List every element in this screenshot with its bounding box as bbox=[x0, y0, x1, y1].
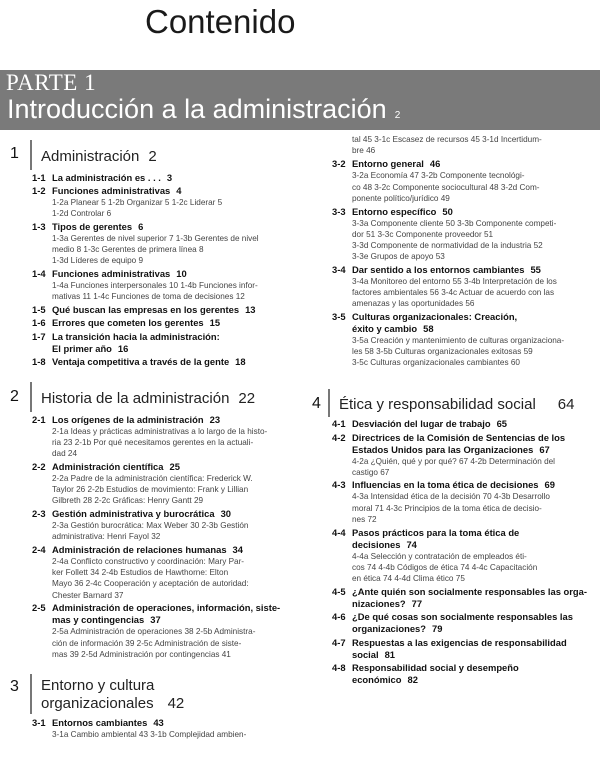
section-number: 3-4 bbox=[332, 263, 346, 275]
chapter-divider bbox=[30, 382, 32, 412]
chapter-title-line bbox=[41, 390, 255, 408]
section-title: Administración de relaciones humanas bbox=[52, 544, 227, 556]
chapter-page: 2 bbox=[148, 148, 157, 165]
section-title: Entorno general bbox=[352, 158, 424, 170]
part-title-line bbox=[7, 93, 400, 132]
section-title: Directrices de la Comisión de Sentencias de los Estados Unidos para las Organizaciones bbox=[352, 431, 566, 455]
section-number: 3-2 bbox=[332, 158, 346, 170]
section-number: 2-5 bbox=[32, 602, 46, 614]
section-title: Culturas organizacionales: Creación, éxito y cambio bbox=[352, 310, 518, 334]
section-subtopics: 3-1a Cambio ambiental 43 3-1b Complejidad ambien- bbox=[52, 729, 247, 739]
section-title: Los orígenes de la administración bbox=[52, 413, 204, 425]
section-title: La transición hacia la administración: El primer año bbox=[52, 330, 220, 354]
section-title-line bbox=[52, 331, 285, 355]
section-title-line bbox=[352, 264, 597, 276]
section-number: 2-1 bbox=[32, 413, 46, 425]
section-page: 58 bbox=[423, 322, 434, 334]
toc-section bbox=[32, 304, 285, 316]
chapter-1-sections bbox=[32, 172, 285, 369]
part-page: 2 bbox=[394, 110, 401, 121]
toc-section bbox=[332, 158, 597, 204]
chapter-4-sections bbox=[332, 418, 597, 686]
toc-section bbox=[332, 611, 597, 635]
chapter-title: Administración bbox=[41, 148, 140, 165]
chapter-divider bbox=[328, 389, 330, 417]
section-page: 30 bbox=[220, 508, 231, 520]
section-page: 6 bbox=[138, 220, 144, 232]
chapter-page: 22 bbox=[238, 390, 256, 408]
toc-section bbox=[32, 317, 285, 329]
section-subtopics: 1-2a Planear 5 1-2b Organizar 5 1-2c Liderar 5 1-2d Controlar 6 bbox=[52, 198, 223, 219]
section-number: 2-3 bbox=[32, 508, 46, 520]
section-title: Pasos prácticos para la toma ética de decisiones bbox=[352, 526, 520, 550]
right-column bbox=[312, 134, 597, 686]
part-title: Introducción a la administración bbox=[7, 94, 387, 124]
section-title-line bbox=[52, 508, 285, 520]
section-title-line bbox=[352, 158, 597, 170]
section-number: 4-8 bbox=[332, 662, 346, 674]
section-title: Influencias en la toma ética de decisiones bbox=[352, 479, 539, 491]
chapter-number: 4 bbox=[312, 394, 321, 412]
section-page: 10 bbox=[176, 268, 187, 280]
section-title: Tipos de gerentes bbox=[52, 220, 133, 232]
section-number: 1-2 bbox=[32, 185, 46, 196]
chapter-2-sections bbox=[32, 414, 285, 660]
section-title-line bbox=[52, 544, 285, 556]
toc-section bbox=[32, 461, 285, 507]
left-column bbox=[10, 140, 285, 740]
section-number: 3-5 bbox=[332, 310, 346, 322]
chapter-2-heading bbox=[10, 382, 285, 412]
section-page: 46 bbox=[429, 158, 441, 170]
section-title-line bbox=[52, 172, 285, 184]
toc-section bbox=[32, 185, 285, 219]
section-number: 1-1 bbox=[32, 171, 46, 183]
chapter-divider bbox=[30, 674, 32, 714]
section-title: Errores que cometen los gerentes bbox=[52, 317, 204, 329]
chapter-page: 64 bbox=[557, 395, 575, 413]
section-subtopics: 2-5a Administración de operaciones 38 2-5b Administra- ción de información 39 2-5c Administración de siste- mas 39 2-5d Administración por contingencias 41 bbox=[52, 627, 256, 659]
section-page: 77 bbox=[411, 597, 423, 609]
toc-section bbox=[32, 221, 285, 267]
section-number: 1-4 bbox=[32, 268, 46, 280]
chapter-title: Entorno y cultura organizacionales bbox=[41, 676, 155, 712]
chapter-3-heading bbox=[10, 674, 285, 714]
section-page: 55 bbox=[530, 263, 541, 275]
toc-section bbox=[32, 268, 285, 302]
section-title-line bbox=[352, 418, 597, 430]
page-heading: Contenido bbox=[145, 3, 296, 40]
toc-section bbox=[32, 602, 285, 660]
section-page: 82 bbox=[407, 674, 418, 686]
toc-section bbox=[32, 356, 285, 368]
section-title-line bbox=[352, 479, 597, 491]
section-continuation: tal 45 3-1c Escasez de recursos 45 3-1d Incertidum- bre 46 bbox=[352, 135, 542, 156]
chapter-title-line bbox=[41, 148, 157, 166]
section-number: 4-3 bbox=[332, 479, 346, 491]
chapter-divider bbox=[30, 140, 32, 170]
section-page: 18 bbox=[235, 356, 246, 368]
chapter-number: 2 bbox=[10, 388, 19, 406]
section-number: 1-8 bbox=[32, 356, 46, 368]
section-subtopics: 3-4a Monitoreo del entorno 55 3-4b Interpretación de los factores ambientales 56 3-4c Actuar de acuerdo con las amenazas y las oportunidades 56 bbox=[352, 276, 557, 309]
toc-section bbox=[332, 637, 597, 661]
section-number: 1-7 bbox=[32, 330, 46, 342]
section-subtopics: 4-2a ¿Quién, qué y por qué? 67 4-2b Determinación del castigo 67 bbox=[352, 456, 555, 477]
section-page: 25 bbox=[169, 461, 180, 473]
section-page: 74 bbox=[406, 538, 417, 550]
section-title: La administración es . . . bbox=[52, 171, 161, 183]
section-title-line bbox=[52, 317, 285, 329]
section-title: Funciones administrativas bbox=[52, 185, 171, 196]
section-title-line bbox=[352, 586, 597, 610]
section-title: Responsabilidad social y desempeño económico bbox=[352, 662, 519, 686]
section-number: 4-6 bbox=[332, 611, 346, 623]
section-title: Administración de operaciones, información, siste- mas y contingencias bbox=[52, 602, 281, 626]
section-number: 3-3 bbox=[332, 205, 346, 217]
section-subtopics: 4-4a Selección y contratación de empleados éti- cos 74 4-4b Códigos de ética 74 4-4c Capacitación en ética 74 4-4d Clima ético 75 bbox=[352, 551, 538, 583]
section-page: 16 bbox=[117, 342, 129, 354]
chapter-number: 1 bbox=[10, 145, 19, 162]
section-title-line bbox=[52, 717, 285, 729]
section-number: 1-5 bbox=[32, 303, 46, 315]
section-title: Entornos cambiantes bbox=[52, 716, 148, 728]
section-number: 2-2 bbox=[32, 461, 46, 473]
chapter-title: Historia de la administración bbox=[41, 390, 230, 408]
toc-section bbox=[32, 172, 285, 184]
section-title: Qué buscan las empresas en los gerentes bbox=[52, 303, 240, 315]
toc-section bbox=[332, 432, 597, 478]
section-subtopics: 2-4a Conflicto constructivo y coordinación: Mary Par- ker Follett 34 2-4b Estudios de Hawthorne: Elton Mayo 36 2-4c Cooperación y aceptación de autoridad: Chester Barnard 37 bbox=[52, 557, 249, 600]
section-title-line bbox=[352, 662, 597, 686]
chapter-4-heading bbox=[312, 389, 597, 417]
section-page: 65 bbox=[496, 418, 508, 430]
section-number: 1-6 bbox=[32, 317, 46, 329]
chapter-title-line bbox=[41, 677, 281, 713]
section-subtopics: 2-2a Padre de la administración científica: Frederick W. Taylor 26 2-2b Estudios de movimiento: Frank y Lillian Gilbreth 28 2-2c Gráficas: Henry Gantt 29 bbox=[52, 474, 253, 506]
section-subtopics: 1-3a Gerentes de nivel superior 7 1-3b Gerentes de nivel medio 8 1-3c Gerentes de primera línea 8 1-3d Líderes de equipo 9 bbox=[52, 233, 259, 266]
section-page: 23 bbox=[209, 413, 221, 425]
toc-section bbox=[332, 206, 597, 263]
section-title-line bbox=[52, 356, 285, 368]
section-number: 4-1 bbox=[332, 418, 346, 430]
section-title: Gestión administrativa y burocrática bbox=[52, 508, 215, 520]
toc-section bbox=[332, 662, 597, 686]
section-title-line bbox=[352, 432, 597, 456]
chapter-3-sections-continued bbox=[332, 158, 597, 368]
chapter-number: 3 bbox=[10, 677, 19, 695]
section-title-line bbox=[52, 602, 285, 626]
toc-section bbox=[32, 508, 285, 542]
toc-section bbox=[32, 717, 285, 740]
section-title-line bbox=[352, 637, 597, 661]
section-subtopics: 3-5a Creación y mantenimiento de culturas organizaciona- les 58 3-5b Culturas organizacionales exitosas 59 3-5c Culturas organizacionales cambiantes 60 bbox=[352, 335, 565, 368]
section-title: Funciones administrativas bbox=[52, 268, 171, 280]
section-number: 2-4 bbox=[32, 544, 46, 556]
section-subtopics: 4-3a Intensidad ética de la decisión 70 4-3b Desarrollo moral 71 4-3c Principios de la toma ética de decisio- nes 72 bbox=[352, 492, 550, 524]
section-subtopics: 3-3a Componente cliente 50 3-3b Componente competi- dor 51 3-3c Componente proveedor 51 3-3d Componente de normatividad de la industria 52 3-3e Grupos de apoyo 53 bbox=[352, 218, 557, 262]
section-number: 4-5 bbox=[332, 585, 346, 597]
section-page: 43 bbox=[153, 716, 164, 728]
section-title-line bbox=[352, 527, 597, 551]
section-number: 4-7 bbox=[332, 636, 346, 648]
section-title: ¿Ante quién son socialmente responsables las orga- nizaciones? bbox=[352, 585, 587, 609]
section-page: 3 bbox=[166, 171, 173, 183]
section-title-line bbox=[52, 221, 285, 233]
section-page: 37 bbox=[150, 614, 161, 626]
toc-section bbox=[332, 527, 597, 585]
section-subtopics: 1-4a Funciones interpersonales 10 1-4b Funciones infor- mativas 11 1-4c Funciones de toma de decisiones 12 bbox=[52, 281, 258, 302]
section-title: ¿De qué cosas son socialmente responsables las organizaciones? bbox=[352, 611, 573, 635]
section-page: 69 bbox=[544, 479, 555, 491]
section-page: 67 bbox=[539, 443, 550, 455]
section-title: Entorno específico bbox=[352, 205, 437, 217]
section-page: 13 bbox=[245, 303, 256, 315]
part-label: PARTE 1 bbox=[6, 70, 97, 95]
toc-section bbox=[332, 418, 597, 430]
toc-section bbox=[32, 414, 285, 460]
section-title-line bbox=[352, 611, 597, 635]
section-page: 34 bbox=[232, 544, 243, 556]
section-page: 79 bbox=[431, 623, 443, 635]
section-title-line bbox=[52, 414, 285, 426]
section-number: 1-3 bbox=[32, 220, 46, 232]
chapter-page: 42 bbox=[167, 694, 185, 712]
section-title: Ventaja competitiva a través de la gente bbox=[52, 356, 230, 368]
toc-section bbox=[332, 586, 597, 610]
section-title-line bbox=[52, 185, 285, 197]
section-page: 15 bbox=[209, 317, 221, 329]
chapter-3-sections bbox=[32, 717, 285, 740]
chapter-1-heading bbox=[10, 140, 285, 170]
section-title: Administración científica bbox=[52, 461, 164, 473]
section-number: 3-1 bbox=[32, 716, 46, 728]
section-page: 50 bbox=[442, 205, 453, 217]
section-title: Respuestas a las exigencias de responsabilidad social bbox=[352, 636, 567, 660]
toc-section bbox=[32, 331, 285, 355]
section-number: 4-4 bbox=[332, 526, 346, 538]
toc-section bbox=[32, 544, 285, 601]
section-page: 4 bbox=[176, 185, 182, 196]
section-title-line bbox=[352, 206, 597, 218]
section-title-line bbox=[52, 304, 285, 316]
section-title: Dar sentido a los entornos cambiantes bbox=[352, 263, 525, 275]
section-title-line bbox=[352, 311, 597, 335]
toc-section bbox=[332, 264, 597, 310]
toc-section bbox=[332, 311, 597, 369]
toc-section bbox=[332, 479, 597, 525]
section-title: Desviación del lugar de trabajo bbox=[352, 418, 491, 430]
section-number: 4-2 bbox=[332, 431, 346, 443]
chapter-title-line bbox=[339, 396, 574, 414]
section-page: 81 bbox=[384, 648, 396, 660]
section-subtopics: 3-2a Economía 47 3-2b Componente tecnológi- co 48 3-2c Componente sociocultural 48 3-2d Com- ponente político/jurídico 49 bbox=[352, 171, 540, 203]
section-subtopics: 2-3a Gestión burocrática: Max Weber 30 2-3b Gestión administrativa: Henri Fayol 32 bbox=[52, 521, 249, 542]
section-title-line bbox=[52, 268, 285, 280]
section-subtopics: 2-1a Ideas y prácticas administrativas a lo largo de la histo- ria 23 2-1b Por qué necesitamos gerentes en la actuali- dad 24 bbox=[52, 426, 268, 459]
chapter-title: Ética y responsabilidad social bbox=[339, 395, 536, 413]
section-title-line bbox=[52, 461, 285, 473]
